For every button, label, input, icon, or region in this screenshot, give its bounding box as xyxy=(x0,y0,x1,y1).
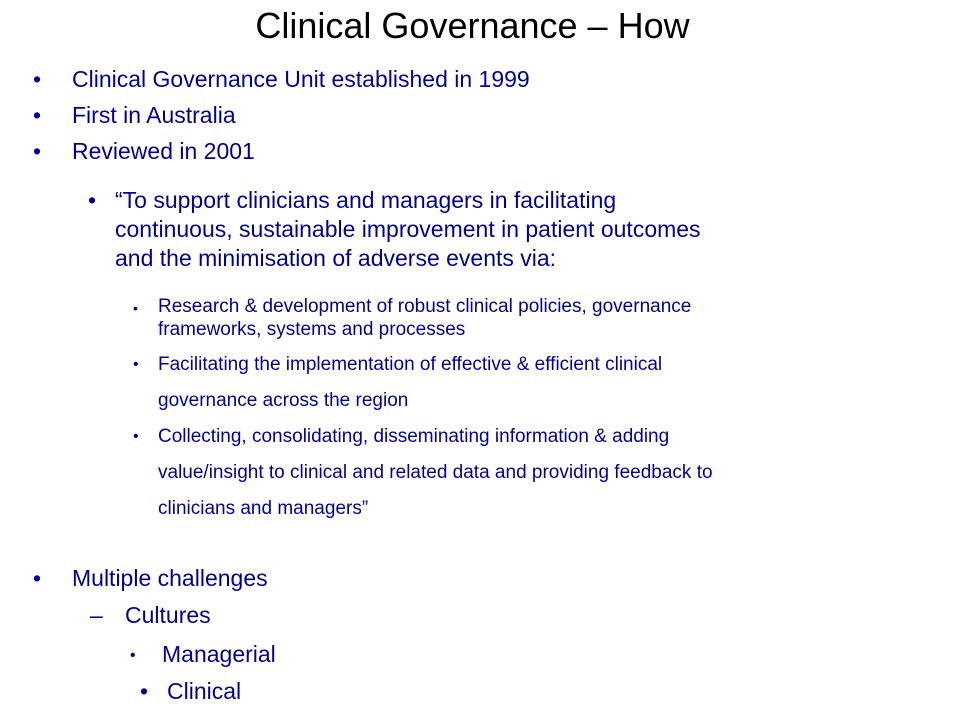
bullet-reviewed: Reviewed in 2001 xyxy=(72,138,255,164)
bullet-first-in-australia: First in Australia xyxy=(72,102,236,128)
culture-bullet-marker: • xyxy=(140,678,149,704)
subitem-facilitating-line: governance across the region xyxy=(158,390,409,411)
slide-title: Clinical Governance – How xyxy=(255,5,690,46)
quote-line: and the minimisation of adverse events via: xyxy=(115,245,557,271)
challenges-heading: Multiple challenges xyxy=(72,565,268,591)
subitem-bullet-marker: • xyxy=(133,356,139,373)
quote-bullet-marker: • xyxy=(88,187,97,213)
bullet-marker: • xyxy=(33,66,42,92)
bullet-unit-established: Clinical Governance Unit established in 1999 xyxy=(72,66,530,92)
subitem-facilitating-line: Facilitating the implementation of effective & efficient clinical xyxy=(158,354,663,375)
culture-managerial: Managerial xyxy=(162,641,276,667)
subitem-research-line: frameworks, systems and processes xyxy=(158,319,466,340)
dash-marker: – xyxy=(90,602,103,628)
bullet-marker: • xyxy=(33,102,42,128)
subitem-collecting-line: Collecting, consolidating, disseminating information & adding xyxy=(158,426,670,447)
culture-clinical: Clinical xyxy=(167,678,242,704)
quote-line: continuous, sustainable improvement in patient outcomes xyxy=(115,216,701,242)
subitem-collecting-line: clinicians and managers” xyxy=(158,498,369,519)
subitem-research-line: Research & development of robust clinical policies, governance xyxy=(158,296,692,317)
culture-bullet-marker: • xyxy=(130,647,136,664)
quote-line: “To support clinicians and managers in facilitating xyxy=(115,187,617,213)
challenges-bullet-marker: • xyxy=(33,565,42,591)
cultures-label: Cultures xyxy=(125,602,211,628)
subitem-bullet-marker: • xyxy=(133,428,139,445)
bullet-marker: • xyxy=(33,138,42,164)
subitem-bullet-marker: • xyxy=(133,300,138,316)
subitem-collecting-line: value/insight to clinical and related data and providing feedback to xyxy=(158,462,713,483)
